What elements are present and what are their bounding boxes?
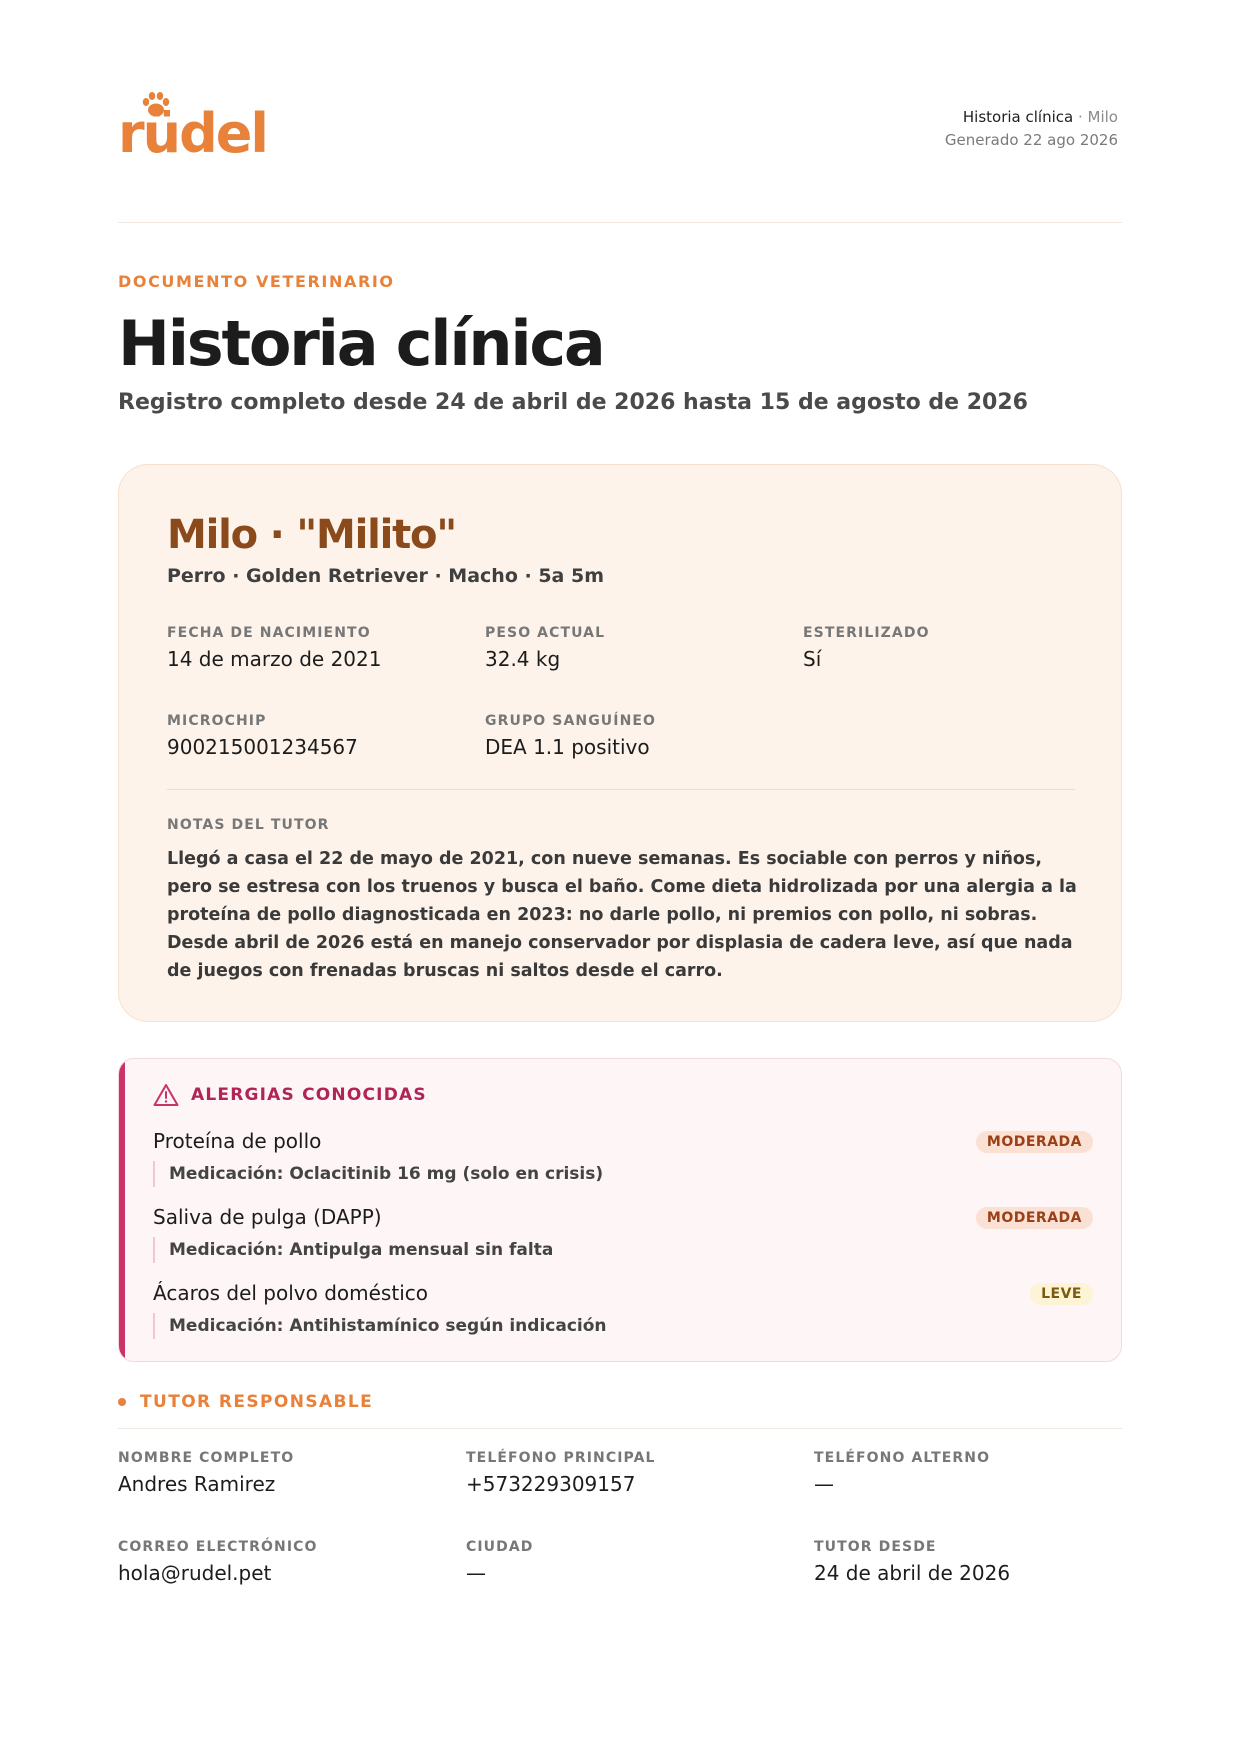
field-value: +573229309157	[466, 1472, 636, 1496]
field-label: TUTOR DESDE	[814, 1539, 937, 1555]
field-value: DEA 1.1 positivo	[485, 735, 650, 759]
allergy-item	[153, 1129, 1093, 1189]
pet-field-birthdate	[167, 625, 381, 671]
field-label: NOMBRE COMPLETO	[118, 1450, 295, 1466]
pet-profile-card	[118, 464, 1122, 1022]
tutor-section-header	[118, 1392, 373, 1412]
allergies-card	[118, 1058, 1122, 1362]
field-label: CORREO ELECTRÓNICO	[118, 1539, 318, 1555]
severity-badge: MODERADA	[976, 1207, 1093, 1229]
pet-meta: Perro · Golden Retriever · Macho · 5a 5m	[167, 565, 604, 587]
pet-card-divider	[167, 789, 1075, 790]
allergy-medication: Medicación: Oclacitinib 16 mg (solo en crisis)	[153, 1161, 603, 1187]
tutor-divider	[118, 1428, 1122, 1429]
pet-field-sterilized	[803, 625, 930, 671]
field-label: ESTERILIZADO	[803, 625, 930, 641]
severity-badge: MODERADA	[976, 1131, 1093, 1153]
allergy-name: Ácaros del polvo doméstico	[153, 1281, 428, 1305]
document-header-info	[945, 106, 1118, 152]
tutor-notes-label: NOTAS DEL TUTOR	[167, 817, 330, 833]
bullet-dot-icon	[118, 1398, 126, 1406]
tutor-field-alt-phone	[814, 1450, 990, 1496]
tutor-section-title: TUTOR RESPONSABLE	[140, 1392, 374, 1412]
field-value: —	[466, 1561, 486, 1585]
tutor-field-email	[118, 1539, 318, 1585]
field-label: PESO ACTUAL	[485, 625, 606, 641]
page-subtitle: Registro completo desde 24 de abril de 2026 hasta 15 de agosto de 2026	[118, 390, 1028, 415]
tutor-field-since	[814, 1539, 1010, 1585]
pet-field-microchip	[167, 713, 358, 759]
header-generated-date: Generado 22 ago 2026	[944, 131, 1118, 149]
allergy-name: Proteína de pollo	[153, 1129, 322, 1153]
field-label: TELÉFONO PRINCIPAL	[466, 1450, 656, 1466]
allergy-item	[153, 1205, 1093, 1265]
field-value: 14 de marzo de 2021	[167, 647, 382, 671]
field-label: CIUDAD	[466, 1539, 534, 1555]
field-label: MICROCHIP	[167, 713, 267, 729]
field-value: 900215001234567	[167, 735, 358, 759]
allergy-name: Saliva de pulga (DAPP)	[153, 1205, 382, 1229]
allergies-title: ALERGIAS CONOCIDAS	[191, 1085, 427, 1105]
pet-name: Milo · "Milito"	[167, 512, 456, 558]
field-value: —	[814, 1472, 834, 1496]
tutor-notes-text: Llegó a casa el 22 de mayo de 2021, con nueve semanas. Es sociable con perros y niños, pero se estresa con los truenos y busca el baño. Come dieta hidrolizada por una alergia a la proteína de pollo diagnosticada en 2023: no darle pollo, ni premios con pollo, ni sobras. Desde abril de 2026 está en manejo conservador por displasia de cadera leve, así que nada de juegos con frenadas bruscas ni saltos desde el carro.	[167, 849, 1077, 981]
pet-field-blood-type	[485, 713, 656, 759]
field-value: 24 de abril de 2026	[814, 1561, 1011, 1585]
field-value: hola@rudel.pet	[118, 1561, 272, 1585]
field-value: Sí	[803, 647, 822, 671]
brand-logo	[118, 90, 267, 170]
allergy-medication: Medicación: Antipulga mensual sin falta	[153, 1237, 553, 1263]
header-separator: ·	[1077, 108, 1083, 126]
field-label: TELÉFONO ALTERNO	[814, 1450, 991, 1466]
page-title: Historia clínica	[118, 307, 604, 380]
tutor-field-city	[466, 1539, 534, 1585]
allergies-header	[153, 1083, 427, 1107]
header-divider	[118, 222, 1122, 223]
pet-field-weight	[485, 625, 605, 671]
document-eyebrow: DOCUMENTO VETERINARIO	[118, 272, 395, 291]
field-value: 32.4 kg	[485, 647, 561, 671]
warning-icon	[153, 1083, 179, 1107]
header-pet-name: Milo	[1087, 108, 1118, 126]
tutor-field-phone	[466, 1450, 656, 1496]
field-label: FECHA DE NACIMIENTO	[167, 625, 371, 641]
tutor-field-name	[118, 1450, 294, 1496]
allergy-item	[153, 1281, 1093, 1341]
field-label: GRUPO SANGUÍNEO	[485, 713, 657, 729]
logo-wordmark: rüdel	[118, 102, 267, 165]
field-value: Andres Ramirez	[118, 1472, 276, 1496]
header-doc-label: Historia clínica	[962, 108, 1074, 126]
allergies-accent-bar	[119, 1059, 125, 1361]
severity-badge: LEVE	[1030, 1283, 1093, 1305]
allergy-medication: Medicación: Antihistamínico según indicación	[153, 1313, 607, 1339]
